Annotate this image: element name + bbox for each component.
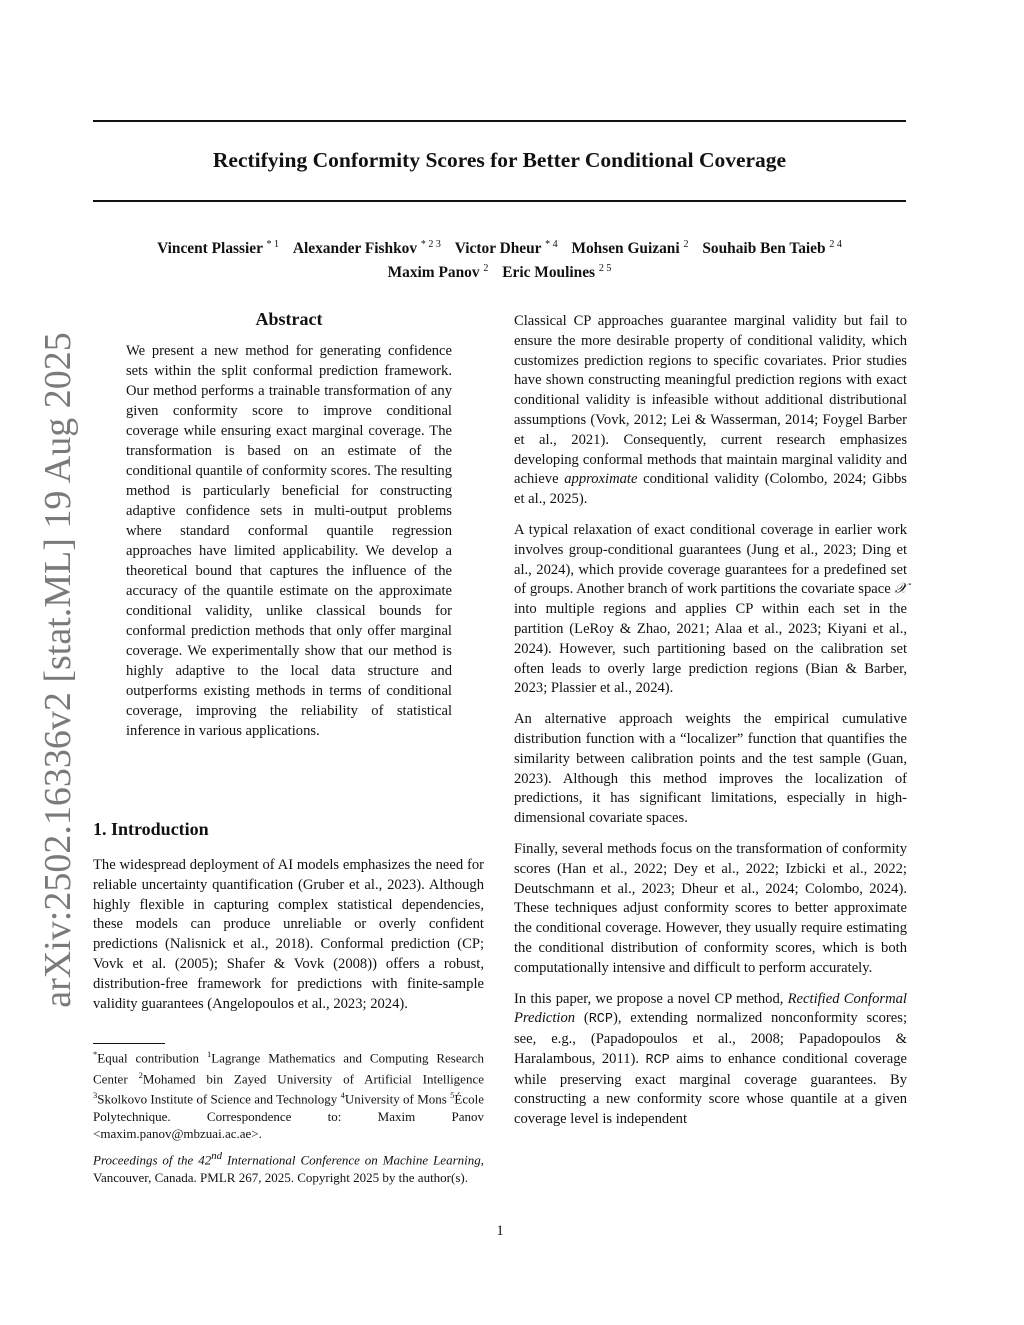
- paragraph-classical-cp: Classical CP approaches guarantee marginal validity but fail to ensure the more desirable property of conditional validity, which customizes prediction regions to specific covariates. Prior studies have shown constructing meaningful prediction regions with exact conditional validity is infeasible without additional distributional assumptions (Vovk, 2012; Lei & Wasserman, 2014; Foygel Barber et al., 2021). Consequently, current research emphasizes developing conformal methods that maintain marginal validity and achieve approximate conditional validity (Colombo, 2024; Gibbs et al., 2025).: [514, 313, 907, 508]
- paragraph-localizer: An alternative approach weights the empirical cumulative distribution function with a “localizer” function that quantifies the similarity between calibration points and the test sample (Guan, 2023). Although this method improves the localization of predictions, it has significant limitations, especially in high-dimensional covariate spaces.: [514, 711, 907, 827]
- abstract-text: We present a new method for generating confidence sets within the split conformal prediction framework. Our method performs a trainable transformation of any given conformity score to improve conditional coverage while ensuring exact marginal coverage. The transformation is based on an estimate of the conditional quantile of conformity scores. The resulting method is particularly beneficial for constructing adaptive confidence sets in multi-output problems where standard conformal quantile regression approaches have limited applicability. We develop a theoretical bound that captures the influence of the accuracy of the quantile estimate on the approximate conditional validity, unlike classical bounds for conformal prediction methods that only offer marginal coverage. We experimentally show that our method is highly adaptive to the local data structure and outperforms existing methods in terms of conditional coverage, improving the reliability of statistical inference in various applications.: [126, 343, 452, 739]
- page-number: 1: [496, 1223, 504, 1239]
- title-top-rule: [93, 120, 906, 122]
- author-list: [93, 235, 906, 283]
- title-bottom-rule: [93, 200, 906, 202]
- author: Maxim Panov $^2$: [387, 263, 489, 282]
- introduction-paragraph: The widespread deployment of AI models emphasizes the need for reliable uncertainty quantification (Gruber et al., 2023). Although highly flexible in capturing complex statistical dependencies, these models can produce unreliable or overly confident predictions (Nalisnick et al., 2018). Conformal prediction (CP; Vovk et al. (2005); Shafer & Vovk (2008)) offers a robust, distribution-free framework for predictions with finite-sample validity guarantees (Angelopoulos et al., 2023; 2024).: [93, 857, 484, 1012]
- author: Souhaib Ben Taieb $^{2 4}$: [702, 239, 842, 258]
- section-heading-introduction: 1. Introduction: [93, 819, 209, 839]
- paragraph-rcp: In this paper, we propose a novel CP method, Rectified Conformal Prediction (RCP), extending normalized nonconformity scores; see, e.g., (Papadopoulos et al., 2008; Papadopoulos & Haralambous, 2011). RCP aims to enhance conditional coverage while preserving exact marginal coverage guarantees. By constructing a new conformity score whose quantile at a given coverage level is independent: [514, 990, 907, 1128]
- author: Alexander Fishkov $^{* 2 3}$: [292, 239, 441, 258]
- proceedings-note: Proceedings of the 42nd International Conference on Machine Learning, Vancouver, Canada. PMLR 267, 2025. Copyright 2025 by the author(s).: [93, 1150, 484, 1185]
- author: Mohsen Guizani $^2$: [571, 239, 689, 258]
- paragraph-transformation: Finally, several methods focus on the transformation of conformity scores (Han et al., 2022; Dey et al., 2022; Izbicki et al., 2022; Deutschmann et al., 2023; Dheur et al., 2024; Colombo, 2024). These techniques adjust conformity scores to better approximate the conditional coverage. However, they usually require estimating the conditional distribution of conformity scores, which is both computationally intensive and difficult to perform accurately.: [514, 840, 907, 976]
- abstract-heading: Abstract: [255, 309, 323, 329]
- paragraph-relaxation: A typical relaxation of exact conditional coverage in earlier work involves group-conditional guarantees (Jung et al., 2023; Ding et al., 2024), which provide coverage guarantees for a predefined set of groups. Another branch of work partitions the covariate space 𝒳 into multiple regions and applies CP within each set in the partition (LeRoy & Zhao, 2021; Alaa et al., 2023; Kiyani et al., 2024). However, such partitioning based on the calibration set often leads to overly large prediction regions (Bian & Barber, 2023; Plassier et al., 2024).: [514, 521, 907, 697]
- paper-title: Rectifying Conformity Scores for Better Conditional Coverage: [212, 148, 787, 172]
- author: Vincent Plassier $^{* 1}$: [157, 239, 280, 258]
- author: Eric Moulines $^{2 5}$: [502, 263, 612, 282]
- author: Victor Dheur $^{* 4}$: [454, 239, 558, 258]
- affiliations-footnote: *Equal contribution $^1$Lagrange Mathematics and Computing Research Center $^2$Mohamed bin Zayed University of Artificial Intelligence $^3$Skolkovo Institute of Science and Technology $^4$University of Mons $^5$École Polytechnique. Correspondence to: Maxim Panov <maxim.panov@mbzuai.ac.ae>.: [93, 1049, 485, 1141]
- footnote-rule: [93, 1043, 165, 1044]
- right-column: [514, 312, 907, 1141]
- arxiv-watermark: arXiv:2502.16336v2 [stat.ML] 19 Aug 2025: [37, 332, 79, 1008]
